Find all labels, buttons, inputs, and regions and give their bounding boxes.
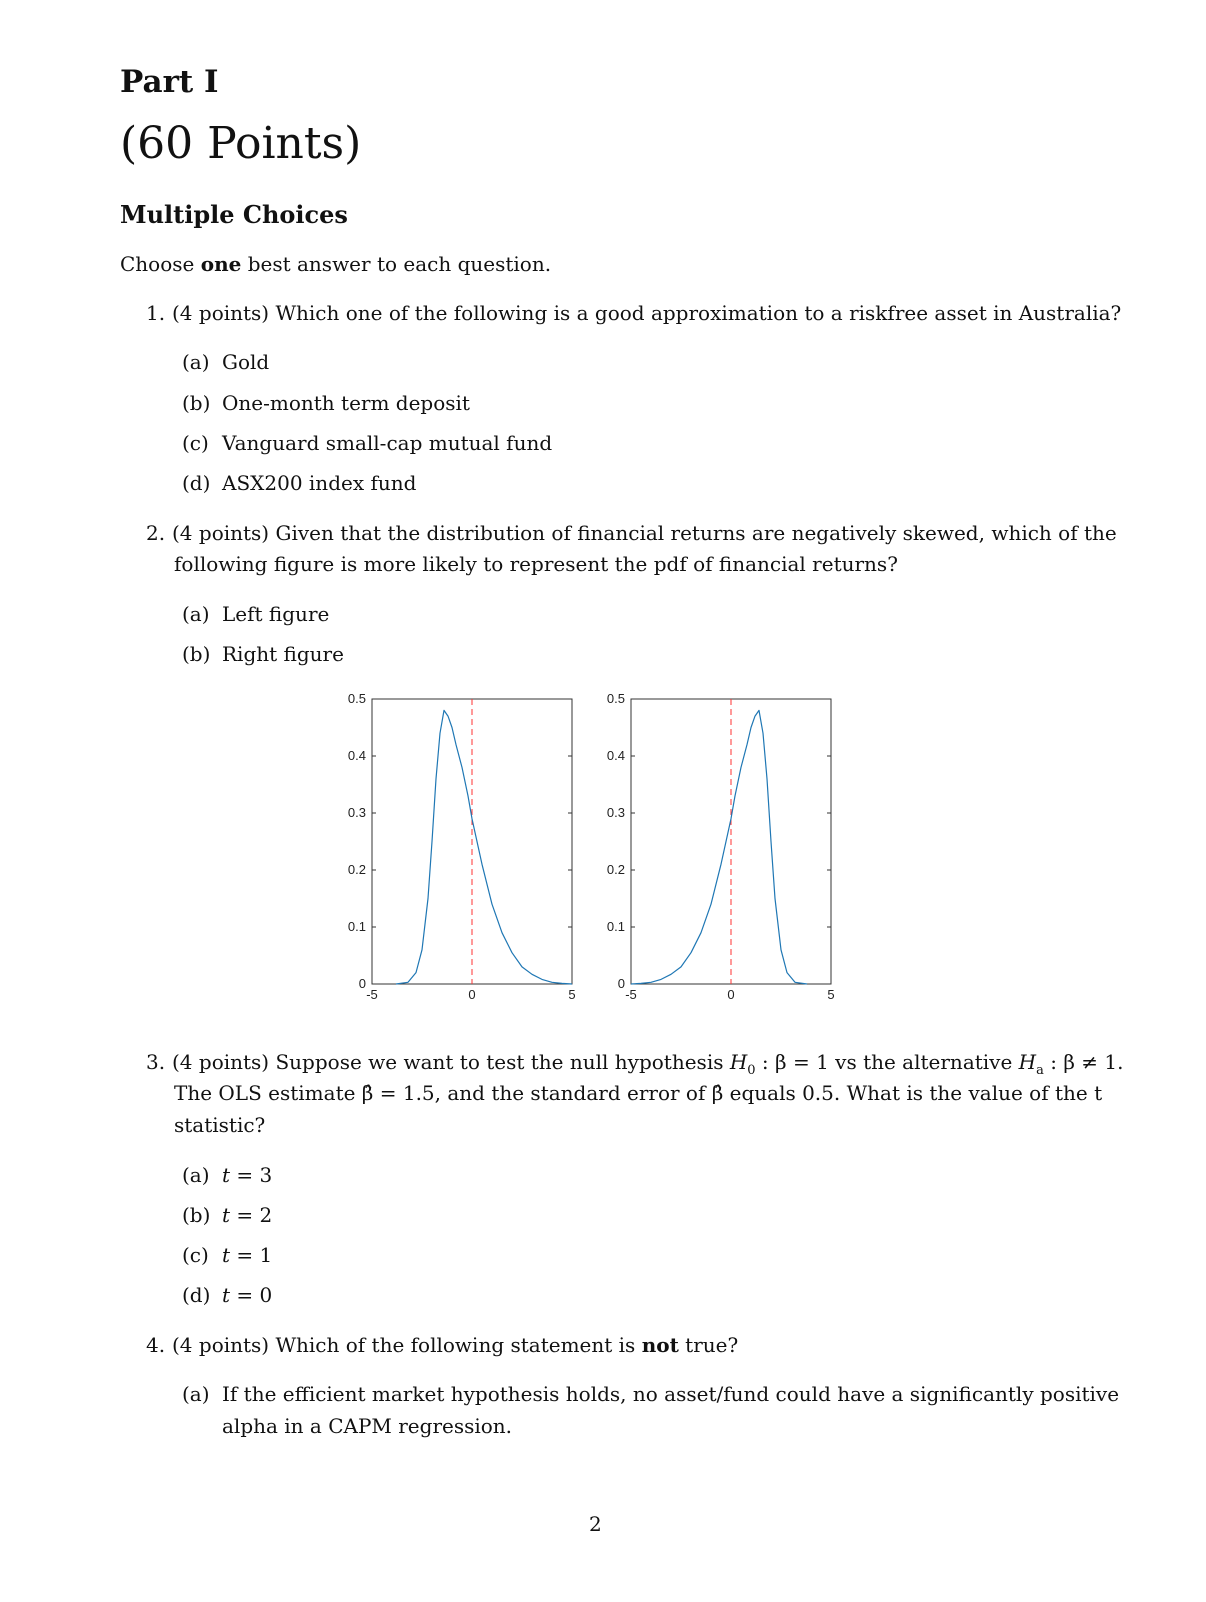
option-3a: (a) t = 3 — [182, 1163, 273, 1187]
option-1d: (d) ASX200 index fund — [182, 471, 417, 495]
y-tick-label: 0.1 — [606, 919, 625, 934]
pdf-figures — [330, 684, 850, 1014]
question-3-line-2: The OLS estimate β̂ = 1.5, and the standard error of β̂ equals 0.5. What is the value of the t — [174, 1081, 1103, 1105]
y-tick-label: 0.5 — [606, 691, 625, 706]
y-tick-label: 0.3 — [347, 805, 366, 820]
right-figure — [607, 691, 835, 1002]
x-tick-label: 5 — [568, 987, 576, 1002]
option-3c: (c) t = 1 — [182, 1243, 273, 1267]
question-3-line-3: statistic? — [174, 1113, 266, 1137]
x-tick-label: 5 — [827, 987, 835, 1002]
option-4a-continued: alpha in a CAPM regression. — [222, 1414, 513, 1438]
points-title: (60 Points) — [120, 118, 362, 169]
option-2b: (b) Right figure — [182, 642, 344, 666]
pdf-curve — [396, 710, 572, 984]
question-1 — [146, 301, 1121, 325]
option-4a: (a) If the efficient market hypothesis holds, no asset/fund could have a significantly positive — [182, 1382, 1120, 1406]
y-tick-label: 0.4 — [347, 748, 366, 763]
y-tick-label: 0.1 — [347, 919, 366, 934]
question-number: 2. — [146, 521, 166, 545]
question-3: 3. (4 points) Suppose we want to test the null hypothesis $H_0$ : β = 1 vs the alternative $H_a$ : β ≠ 1. — [146, 1050, 1124, 1078]
y-tick-label: 0 — [358, 976, 366, 991]
x-tick-label: -5 — [366, 987, 378, 1002]
y-tick-label: 0.5 — [347, 691, 366, 706]
instruction: Choose one best answer to each question. — [120, 252, 552, 276]
y-tick-label: 0.3 — [606, 805, 625, 820]
option-3b: (b) t = 2 — [182, 1203, 273, 1227]
x-tick-label: -5 — [625, 987, 637, 1002]
question-number: 3. — [146, 1050, 166, 1074]
option-1c: (c) Vanguard small-cap mutual fund — [182, 431, 553, 455]
question-number: 4. — [146, 1333, 166, 1357]
page-number: 2 — [589, 1512, 602, 1536]
y-tick-label: 0.2 — [606, 862, 625, 877]
y-tick-label: 0.4 — [606, 748, 625, 763]
question-2 — [146, 521, 1117, 545]
option-1b: (b) One-month term deposit — [182, 391, 470, 415]
y-tick-label: 0.2 — [347, 862, 366, 877]
option-1a: (a) Gold — [182, 350, 270, 374]
y-tick-label: 0 — [617, 976, 625, 991]
section-title: Multiple Choices — [120, 200, 348, 229]
option-3d: (d) t = 0 — [182, 1283, 273, 1307]
question-text: (4 points) Given that the distribution of financial returns are negatively skewed, which of the — [172, 521, 1117, 545]
left-figure — [348, 691, 576, 1002]
question-text: (4 points) Which one of the following is a good approximation to a riskfree asset in Australia? — [172, 301, 1122, 325]
question-4: 4. (4 points) Which of the following statement is not true? — [146, 1333, 739, 1357]
x-tick-label: 0 — [468, 987, 476, 1002]
question-2-continued: following figure is more likely to represent the pdf of financial returns? — [174, 552, 898, 576]
pdf-curve — [631, 710, 807, 984]
part-title: Part I — [120, 64, 219, 100]
x-tick-label: 0 — [727, 987, 735, 1002]
question-number: 1. — [146, 301, 166, 325]
option-2a: (a) Left figure — [182, 602, 330, 626]
